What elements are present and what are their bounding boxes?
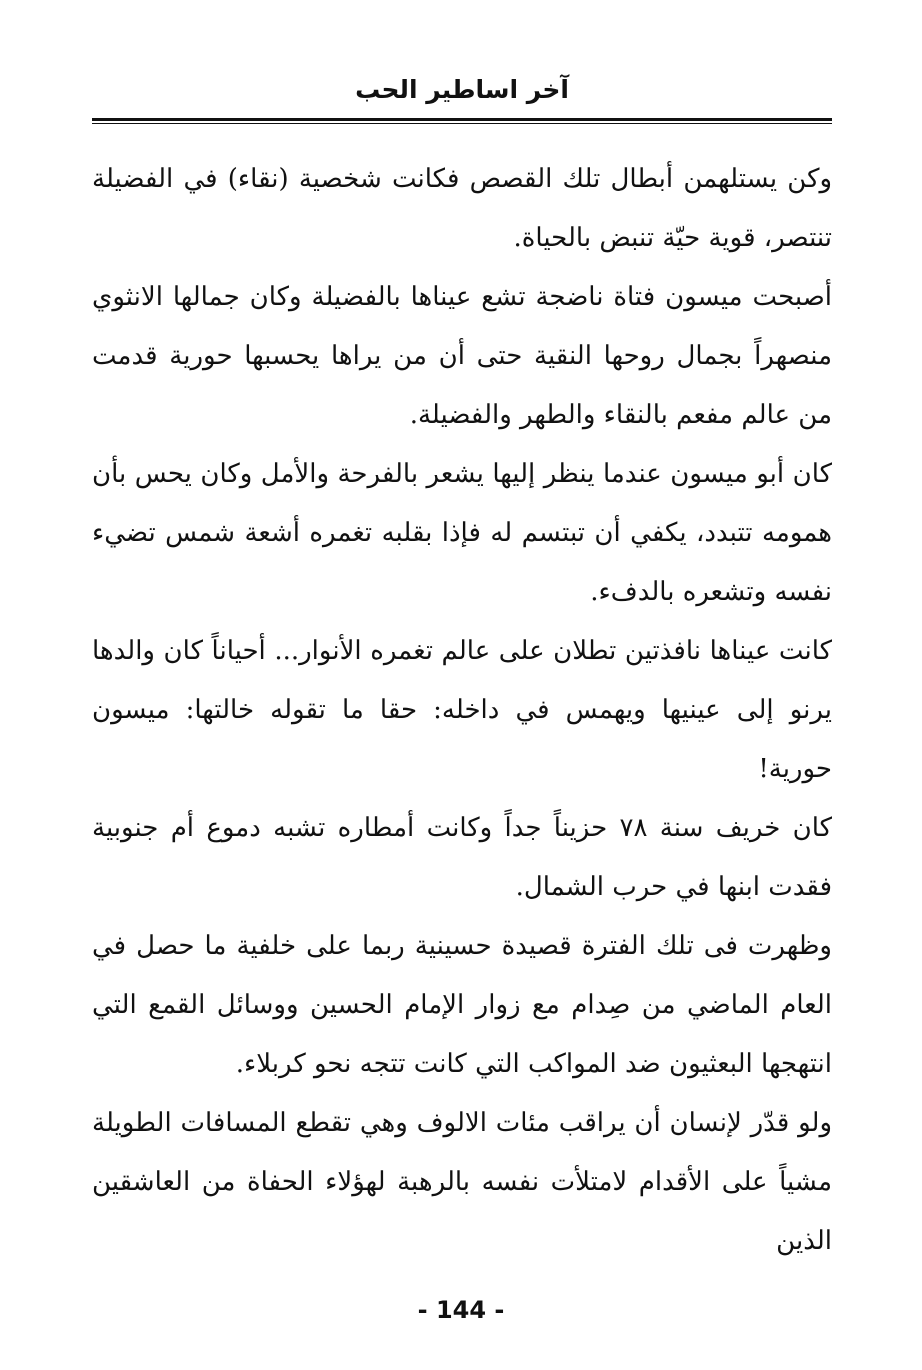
page-number: - 144 - (417, 1296, 505, 1324)
running-header-title: آخر اساطير الحب (355, 75, 569, 104)
header-rule (92, 118, 832, 124)
paragraph-6: وظهرت فى تلك الفترة قصيدة حسينية ربما على خلفية ما حصل في العام الماضي من صِدام مع زوار الإمام الحسين ووسائل القمع التي انتهجها البعثيون ضد المواكب التي كانت تتجه نحو كربلاء. (92, 931, 832, 1079)
paragraph-5: كان خريف سنة ٧٨ حزيناً جداً وكانت أمطاره تشبه دموع أم جنوبية فقدت ابنها في حرب الشمال. (92, 813, 832, 902)
paragraph-4: كانت عيناها نافذتين تطلان على عالم تغمره الأنوار... أحياناً كان والدها يرنو إلى عينيها ويهمس في داخله: حقا ما تقوله خالتها: ميسون حورية! (92, 636, 832, 784)
body-text (92, 150, 832, 1271)
paragraph-2: أصبحت ميسون فتاة ناضجة تشع عيناها بالفضيلة وكان جمالها الانثوي منصهراً بجمال روحها النقية حتى أن من يراها يحسبها حورية قدمت من عالم مفعم بالنقاء والطهر والفضيلة. (92, 282, 832, 430)
paragraph-7: ولو قدّر لإنسان أن يراقب مئات الالوف وهي تقطع المسافات الطويلة مشياً على الأقدام لامتلأت نفسه بالرهبة لهؤلاء الحفاة من العاشقين الذين (92, 1108, 832, 1256)
paragraph-1: وكن يستلهمن أبطال تلك القصص فكانت شخصية (نقاء) في الفضيلة تنتصر، قوية حيّة تنبض بالحياة. (92, 164, 832, 253)
paragraph-3: كان أبو ميسون عندما ينظر إليها يشعر بالفرحة والأمل وكان يحس بأن همومه تتبدد، يكفي أن تبتسم له فإذا بقلبه تغمره أشعة شمس تضيء نفسه وتشعره بالدفء. (92, 459, 832, 607)
